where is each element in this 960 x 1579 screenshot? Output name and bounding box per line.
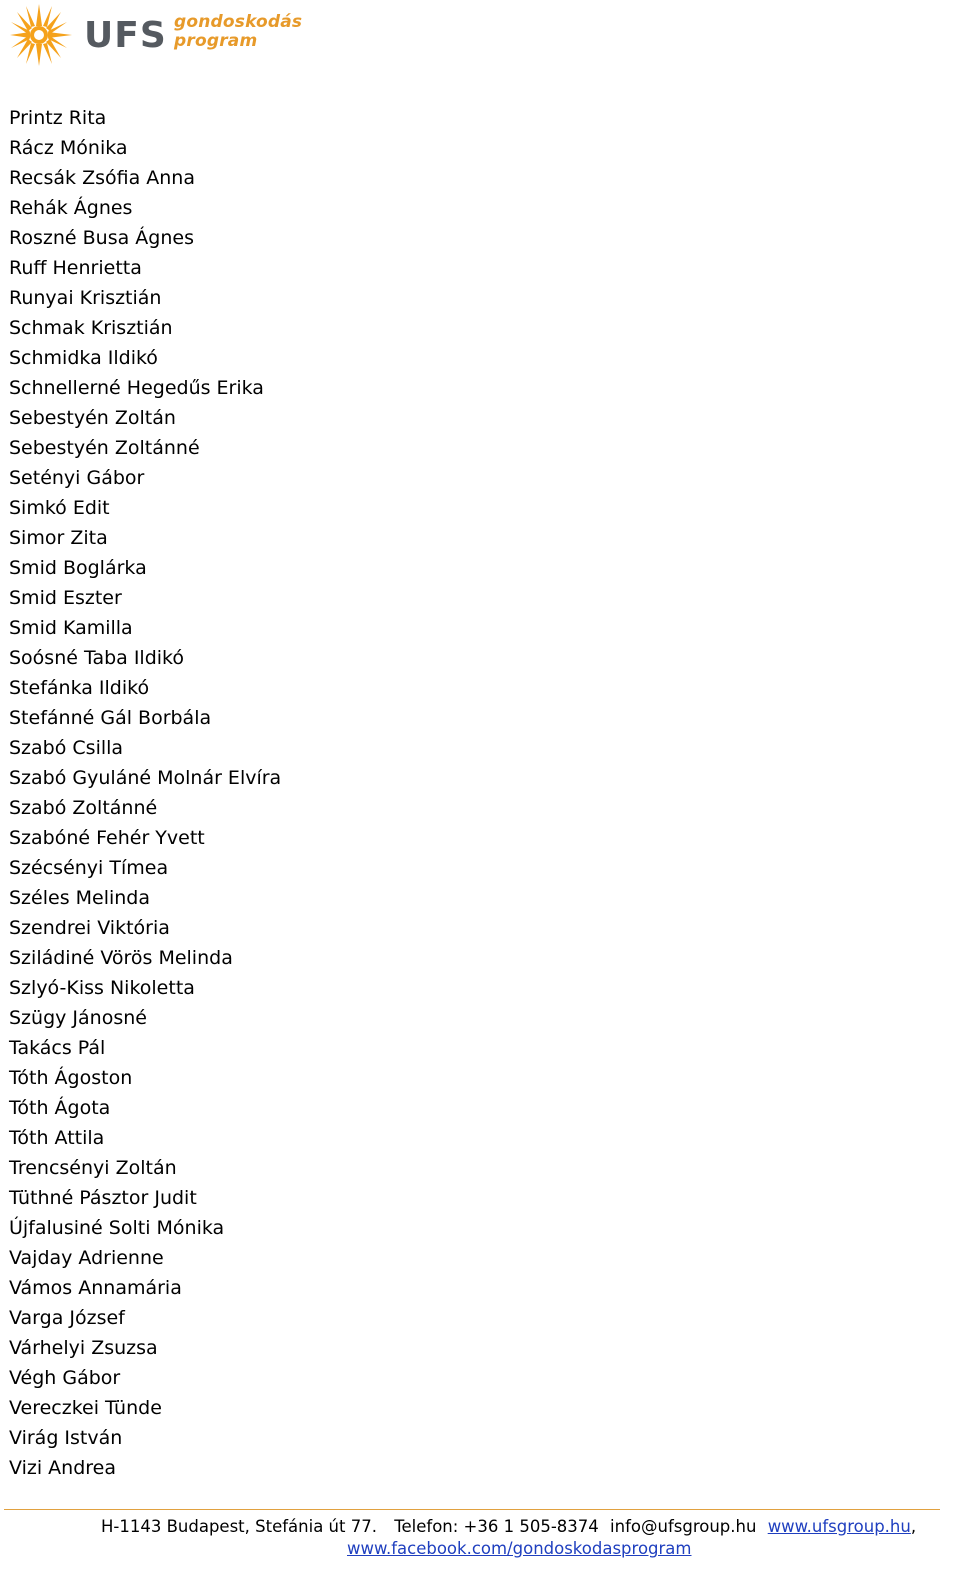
list-item: Vizi Andrea	[9, 1457, 116, 1479]
list-item: Szendrei Viktória	[9, 917, 170, 939]
list-item: Smid Boglárka	[9, 557, 147, 579]
list-item: Smid Eszter	[9, 587, 122, 609]
footer-separator: ,	[910, 1517, 917, 1536]
list-item: Roszné Busa Ágnes	[9, 227, 194, 249]
list-item: Széles Melinda	[9, 887, 151, 909]
list-item: Soósné Taba Ildikó	[9, 647, 184, 669]
footer-social-line	[347, 1539, 692, 1558]
list-item: Schmidka Ildikó	[9, 347, 158, 369]
list-item: Szügy Jánosné	[9, 1007, 147, 1029]
list-item: Rácz Mónika	[9, 137, 128, 159]
list-item: Rehák Ágnes	[9, 197, 133, 219]
list-item: Újfalusiné Solti Mónika	[9, 1217, 225, 1239]
list-item: Varga József	[9, 1307, 125, 1329]
list-item: Vereczkei Tünde	[9, 1397, 162, 1419]
list-item: Runyai Krisztián	[9, 287, 162, 309]
list-item: Szabó Gyuláné Molnár Elvíra	[9, 767, 282, 789]
list-item: Smid Kamilla	[9, 617, 133, 639]
list-item: Szabó Csilla	[9, 737, 124, 759]
list-item: Printz Rita	[9, 107, 107, 129]
footer-address: H-1143 Budapest, Stefánia út 77.	[101, 1517, 377, 1536]
list-item: Recsák Zsófia Anna	[9, 167, 195, 189]
list-item: Stefánné Gál Borbála	[9, 707, 212, 729]
list-item: Tüthné Pásztor Judit	[9, 1187, 197, 1209]
list-item: Tóth Ágoston	[9, 1067, 133, 1089]
list-item: Sebestyén Zoltánné	[9, 437, 200, 459]
list-item: Szabó Zoltánné	[9, 797, 158, 819]
logo-tagline-line2: program	[174, 31, 258, 51]
list-item: Ruff Henrietta	[9, 257, 142, 279]
footer-divider	[4, 1509, 940, 1510]
list-item: Sebestyén Zoltán	[9, 407, 176, 429]
list-item: Simor Zita	[9, 527, 108, 549]
name-list	[9, 103, 281, 1483]
footer-email[interactable]: info@ufsgroup.hu	[610, 1517, 757, 1536]
list-item: Schnellerné Hegedűs Erika	[9, 377, 264, 399]
list-item: Sziládiné Vörös Melinda	[9, 947, 233, 969]
list-item: Szécsényi Tímea	[9, 857, 169, 879]
footer-facebook-link[interactable]: www.facebook.com/gondoskodasprogram	[347, 1539, 692, 1558]
list-item: Schmak Krisztián	[9, 317, 173, 339]
list-item: Vámos Annamária	[9, 1277, 182, 1299]
footer-contact-line	[101, 1517, 916, 1536]
list-item: Setényi Gábor	[9, 467, 145, 489]
list-item: Szabóné Fehér Yvett	[9, 827, 205, 849]
list-item: Simkó Edit	[9, 497, 110, 519]
logo-brand-text: UFS	[84, 15, 167, 56]
list-item: Stefánka Ildikó	[9, 677, 150, 699]
list-item: Végh Gábor	[9, 1367, 121, 1389]
list-item: Várhelyi Zsuzsa	[9, 1337, 158, 1359]
list-item: Tóth Attila	[9, 1127, 105, 1149]
list-item: Tóth Ágota	[9, 1097, 111, 1119]
list-item: Virág István	[9, 1427, 123, 1449]
logo	[8, 2, 303, 68]
list-item: Trencsényi Zoltán	[9, 1157, 177, 1179]
footer-phone: Telefon: +36 1 505-8374	[394, 1517, 599, 1536]
footer-website-link[interactable]: www.ufsgroup.hu	[767, 1517, 911, 1536]
logo-tagline-line1: gondoskodás	[174, 12, 303, 32]
list-item: Szlyó-Kiss Nikoletta	[9, 977, 195, 999]
sun-burst-logo-icon	[8, 2, 80, 68]
list-item: Takács Pál	[9, 1037, 106, 1059]
list-item: Vajday Adrienne	[9, 1247, 164, 1269]
